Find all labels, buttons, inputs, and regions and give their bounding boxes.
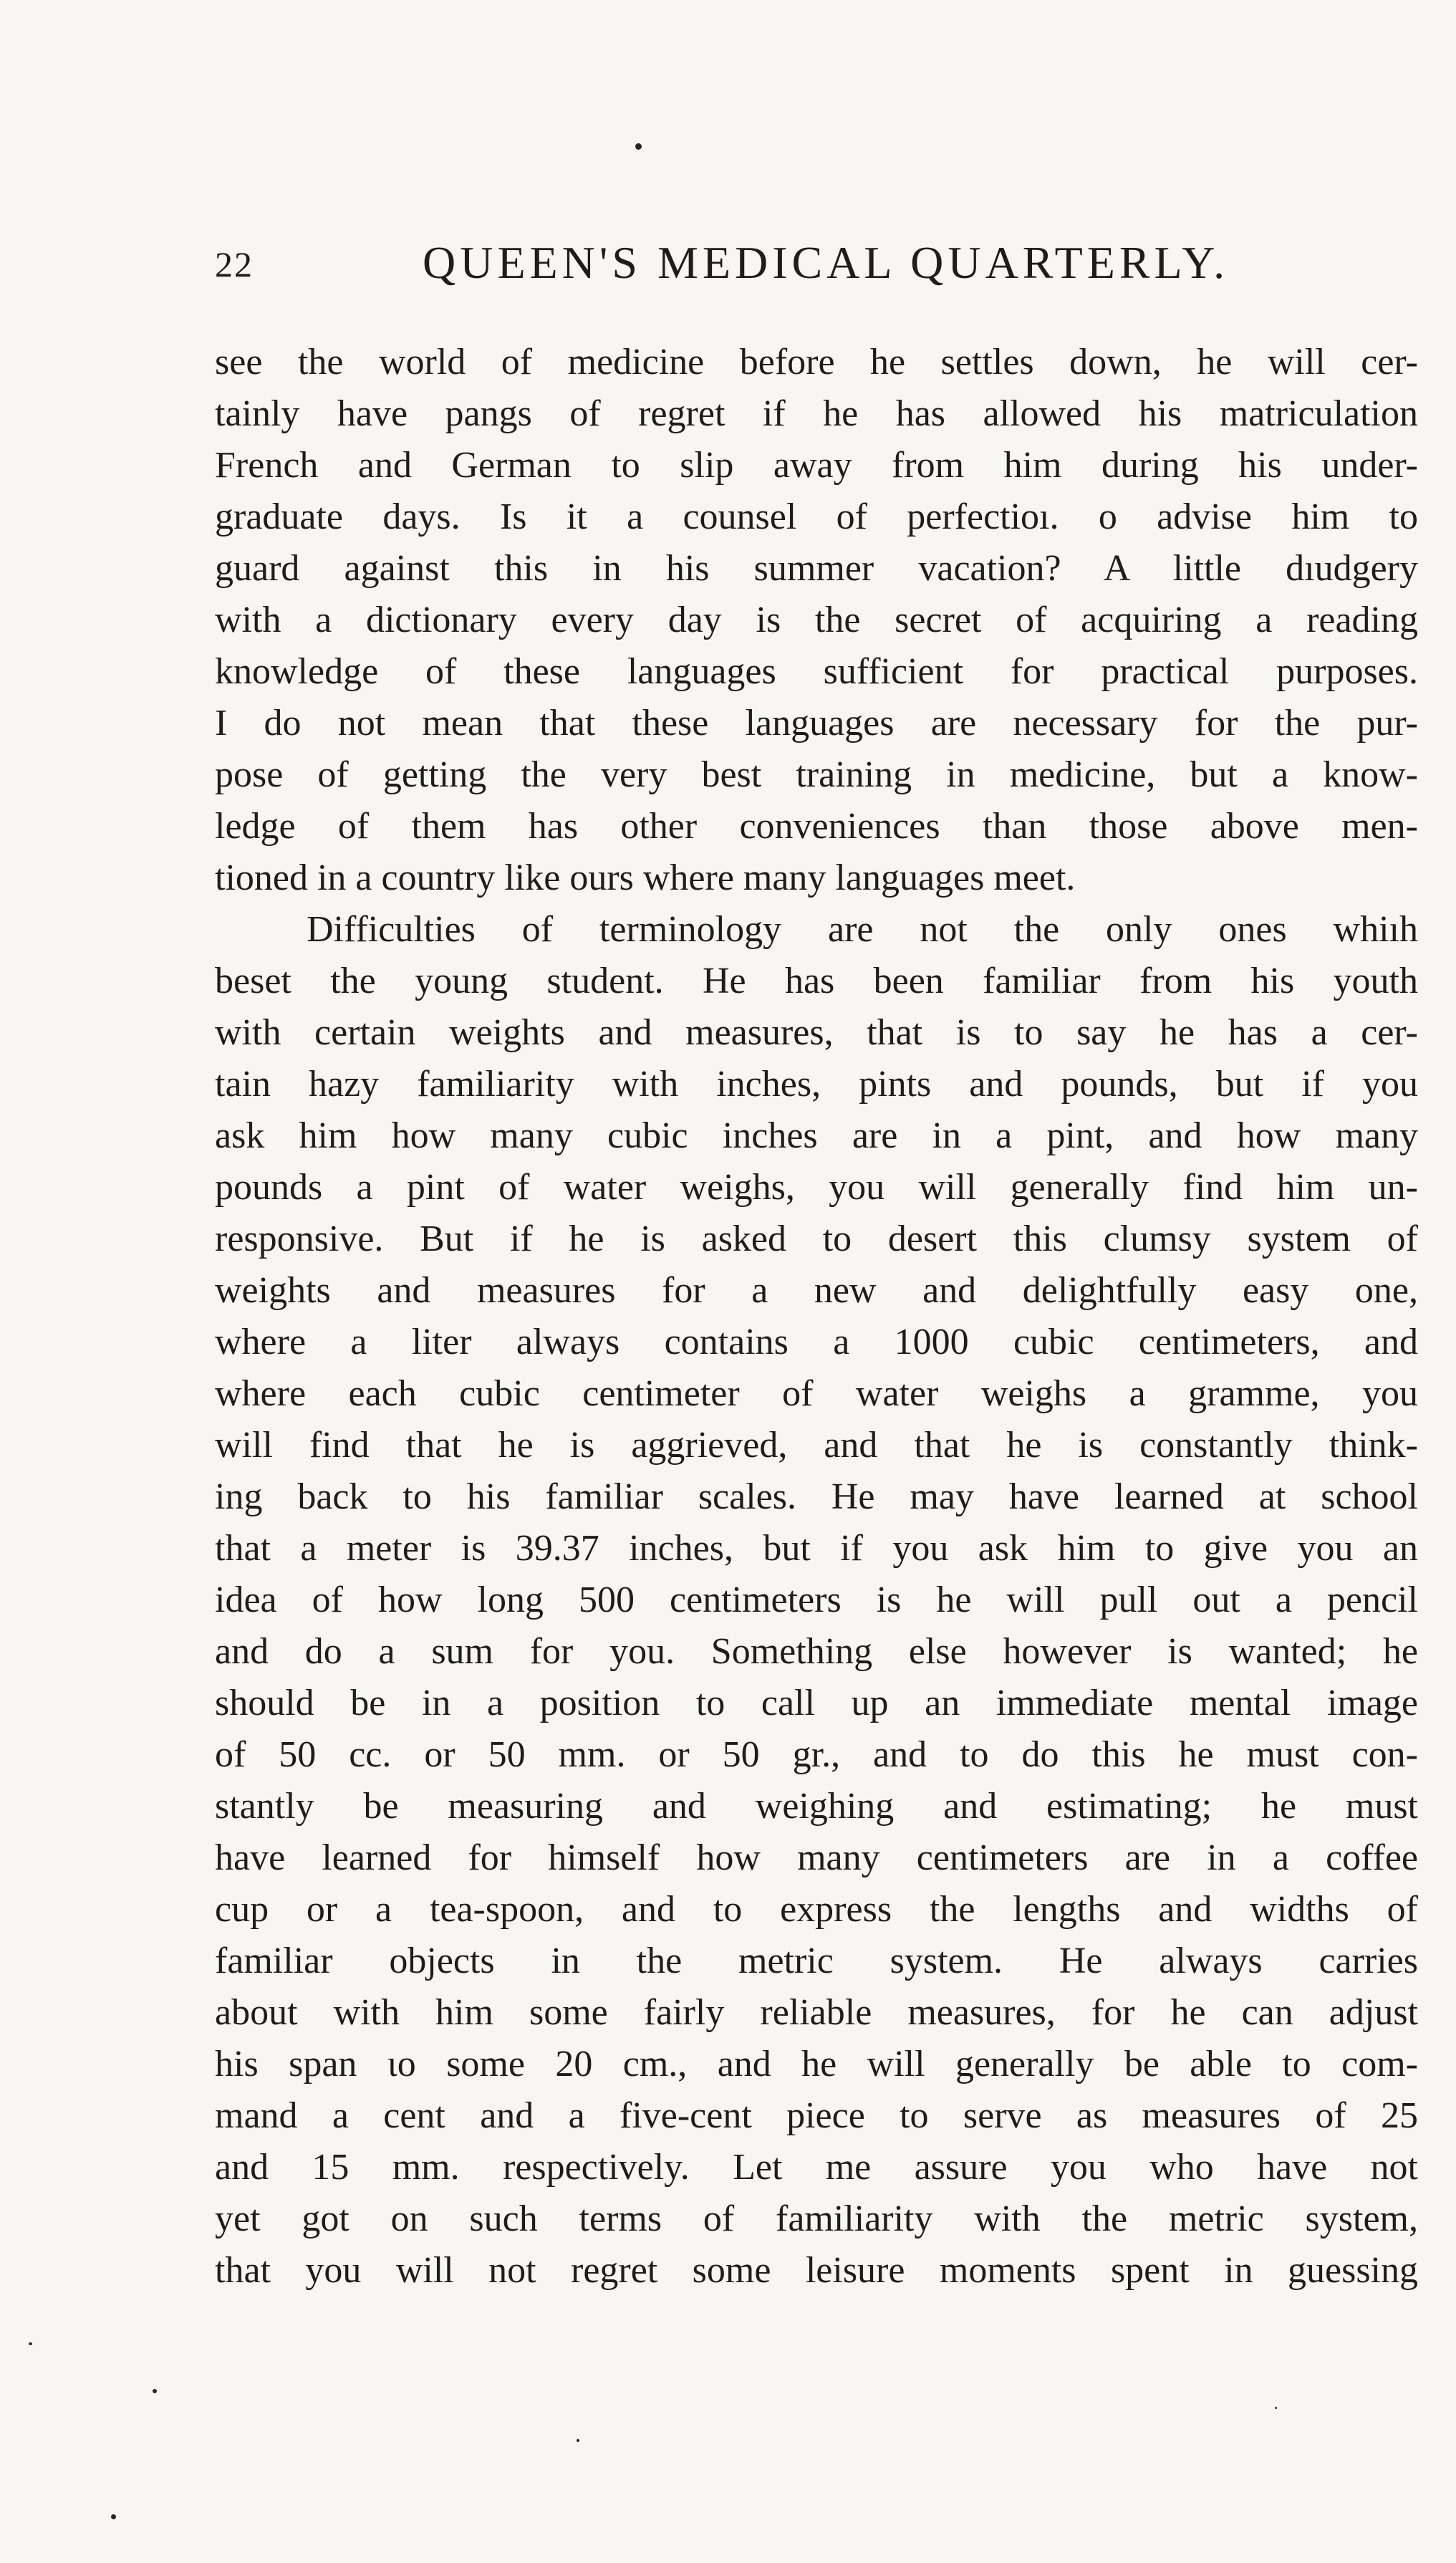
text-line: ing back to his familiar scales. He may have learned at school [215, 1476, 1418, 1517]
text-line: beset the young student. He has been familiar from his youth [215, 961, 1418, 1001]
text-line: stantly be measuring and weighing and estimating; he must [215, 1786, 1418, 1827]
text-line: I do not mean that these languages are necessary for the pur- [215, 703, 1418, 744]
page-number: 22 [215, 244, 254, 284]
text-line: mand a cent and a five-cent piece to serve as measures of 25 [215, 2095, 1418, 2136]
scan-speck [577, 2439, 579, 2442]
text-line: idea of how long 500 centimeters is he will pull out a pencil [215, 1579, 1418, 1620]
text-line: and 15 mm. respectively. Let me assure you who have not [215, 2147, 1418, 2188]
text-line: see the world of medicine before he settles down, he will cer- [215, 342, 1418, 383]
text-line: weights and measures for a new and delightfully easy one, [215, 1270, 1418, 1311]
text-line: tain hazy familiarity with inches, pints and pounds, but if you [215, 1064, 1418, 1105]
text-line: that you will not regret some leisure moments spent in guessing [215, 2250, 1418, 2291]
text-line: cup or a tea-spoon, and to express the lengths and widths of [215, 1889, 1418, 1930]
text-line: familiar objects in the metric system. He always carries [215, 1941, 1418, 1981]
text-line: about with him some fairly reliable measures, for he can adjust [215, 1992, 1418, 2033]
text-line: where each cubic centimeter of water weighs a gramme, you [215, 1373, 1418, 1414]
text-line: tioned in a country like ours where many languages meet. [215, 857, 1076, 898]
text-line: should be in a position to call up an immediate mental image [215, 1683, 1418, 1723]
running-header [215, 236, 1418, 294]
text-line: his span ιo some 20 cm., and he will generally be able to com- [215, 2044, 1418, 2084]
scan-speck [153, 2389, 157, 2393]
text-line: that a meter is 39.37 inches, but if you ask him to give you an [215, 1528, 1418, 1569]
text-line: have learned for himself how many centimeters are in a coffee [215, 1837, 1418, 1878]
text-line: tainly have pangs of regret if he has allowed his matriculation [215, 393, 1418, 434]
text-line: where a liter always contains a 1000 cubic centimeters, and [215, 1322, 1418, 1362]
text-line: with a dictionary every day is the secret of acquiring a reading [215, 600, 1418, 640]
text-line: ask him how many cubic inches are in a pint, and how many [215, 1115, 1418, 1156]
text-line: Difficulties of terminology are not the only ones whiıh [307, 909, 1418, 950]
body-text [215, 337, 1418, 2297]
text-line: pose of getting the very best training in medicine, but a know- [215, 754, 1418, 795]
paragraph-1 [215, 337, 1418, 904]
text-line: graduate days. Is it a counsel of perfectioı. ο advise him to [215, 496, 1418, 537]
text-line: knowledge of these languages sufficient for practical purposes. [215, 651, 1418, 692]
scan-speck [29, 2342, 32, 2345]
scan-speck [1275, 2407, 1277, 2409]
text-line: ledge of them has other conveniences than those above men- [215, 806, 1418, 847]
text-line: responsive. But if he is asked to desert this clumsy system of [215, 1218, 1418, 1259]
scan-speck [111, 2514, 116, 2519]
text-line: will find that he is aggrieved, and that he is constantly think- [215, 1425, 1418, 1466]
text-line: with certain weights and measures, that is to say he has a cer- [215, 1012, 1418, 1053]
text-line: of 50 cc. or 50 mm. or 50 gr., and to do this he must con- [215, 1734, 1418, 1775]
text-line: French and German to slip away from him during his under- [215, 445, 1418, 486]
scan-speck [635, 143, 642, 150]
paragraph-2 [215, 904, 1418, 2297]
text-line: guard against this in his summer vacation? A little dıudgery [215, 548, 1418, 589]
text-line: pounds a pint of water weighs, you will generally find him un- [215, 1167, 1418, 1208]
text-line: yet got on such terms of familiarity with the metric system, [215, 2198, 1418, 2239]
running-title: QUEEN'S MEDICAL QUARTERLY. [423, 237, 1230, 288]
text-line: and do a sum for you. Something else however is wanted; he [215, 1631, 1418, 1672]
